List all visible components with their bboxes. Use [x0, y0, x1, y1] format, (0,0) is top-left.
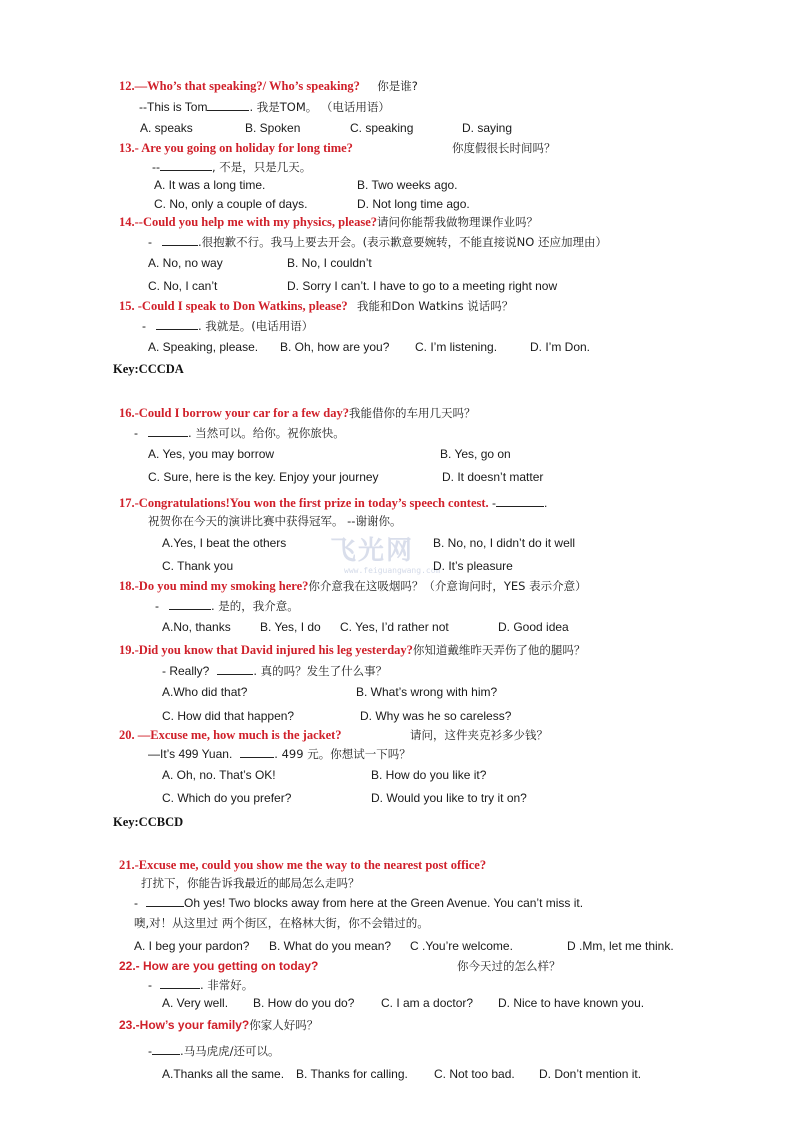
answer-blank [148, 425, 188, 437]
q16-option-b: B. Yes, go on [440, 447, 511, 461]
question-21-text: 21.-Excuse me, could you show me the way to the nearest post office? [119, 858, 487, 872]
question-14-text: 14.--Could you help me with my physics, please? [119, 215, 378, 229]
question-20-answer-suffix: . 499 元。你想试一下吗？ [274, 747, 411, 761]
answer-blank [496, 495, 544, 507]
q14-option-a: A. No, no way [148, 256, 223, 270]
question-14-answer-prefix: - [148, 235, 152, 249]
q21-option-a: A. I beg your pardon? [134, 939, 250, 953]
q18-option-b: B. Yes, I do [260, 620, 321, 634]
q15-option-d: D. I’m Don. [530, 340, 591, 354]
question-16-answer-prefix: - [134, 426, 138, 440]
question-19-answer-suffix: . 真的吗？发生了什么事？ [253, 664, 388, 678]
q14-option-c: C. No, I can’t [148, 279, 218, 293]
q19-option-b: B. What’s wrong with him? [356, 685, 498, 699]
question-18-answer-line [155, 598, 299, 614]
question-22-answer-prefix: - [148, 978, 152, 992]
question-14 [119, 215, 538, 230]
answer-key-1: Key:CCCDA [113, 362, 184, 376]
q17-option-a: A.Yes, I beat the others [162, 536, 287, 550]
question-17 [119, 495, 547, 511]
q13-option-d: D. Not long time ago. [357, 197, 470, 211]
question-12-text: 12.—Who’s that speaking?/ Who’s speaking? [119, 79, 360, 93]
question-12-answer-line [139, 99, 390, 115]
q22-option-d: D. Nice to have known you. [498, 996, 645, 1010]
question-13-text: 13.- Are you going on holiday for long time? [119, 141, 353, 155]
question-13 [119, 141, 353, 156]
question-15-answer-prefix: - [142, 319, 146, 333]
q23-option-b: B. Thanks for calling. [296, 1067, 408, 1081]
question-23-answer-line [148, 1043, 280, 1059]
question-15-answer-suffix: . 我就是。(电话用语） [198, 319, 314, 333]
q18-option-a: A.No, thanks [162, 620, 231, 634]
q17-option-d: D. It’s pleasure [433, 559, 513, 573]
answer-blank [152, 1043, 180, 1055]
q16-option-c: C. Sure, here is the key. Enjoy your journey [148, 470, 379, 484]
q23-option-c: C. Not too bad. [434, 1067, 515, 1081]
q21-option-c: C .You’re welcome. [410, 939, 513, 953]
question-16-answer-suffix: . 当然可以。给你。祝你旅快。 [188, 426, 345, 440]
q15-option-b: B. Oh, how are you? [280, 340, 390, 354]
question-21-answer-suffix: Oh yes! Two blocks away from here at the Green Avenue. You can’t miss it. [184, 896, 584, 910]
q21-option-d: D .Mm, let me think. [567, 939, 674, 953]
question-16-text: 16.-Could I borrow your car for a few day? [119, 406, 349, 420]
question-19-answer-line [162, 663, 387, 679]
q16-option-d: D. It doesn’t matter [442, 470, 544, 484]
q17-option-b: B. No, no, I didn’t do it well [433, 536, 576, 550]
q19-option-a: A.Who did that? [162, 685, 248, 699]
question-16 [119, 406, 475, 421]
question-22-text: 22.- How are you getting on today? [119, 959, 319, 973]
question-12-answer-suffix: . 我是TOM。 （电话用语） [249, 100, 390, 114]
question-20-text: 20. —Excuse me, how much is the jacket? [119, 728, 342, 742]
q15-option-a: A. Speaking, please. [148, 340, 259, 354]
q19-option-d: D. Why was he so careless? [360, 709, 512, 723]
q12-option-c: C. speaking [350, 121, 414, 135]
answer-blank [160, 159, 212, 171]
question-21-answer-translation: 噢,对！从这里过 两个街区，在格林大街，你不会错过的。 [134, 916, 429, 930]
q12-option-a: A. speaks [140, 121, 193, 135]
q17-option-c: C. Thank you [162, 559, 234, 573]
question-22-answer-line [148, 977, 253, 993]
question-13-translation: 你度假很长时间吗？ [452, 141, 556, 155]
q13-option-c: C. No, only a couple of days. [154, 197, 308, 211]
question-23-text: 23.-How’s your family? [119, 1018, 250, 1032]
q19-option-c: C. How did that happen? [162, 709, 295, 723]
question-16-answer-line [134, 425, 345, 441]
q18-option-c: C. Yes, I’d rather not [340, 620, 449, 634]
q16-option-a: A. Yes, you may borrow [148, 447, 275, 461]
question-17-answer-suffix: . [544, 496, 548, 510]
q22-option-c: C. I am a doctor? [381, 996, 474, 1010]
question-18-answer-prefix: - [155, 599, 159, 613]
q22-option-b: B. How do you do? [253, 996, 355, 1010]
question-17-text: 17.-Congratulations!You won the first prize in today’s speech contest. [119, 496, 489, 510]
q20-option-b: B. How do you like it? [371, 768, 487, 782]
question-13-answer-line [152, 159, 311, 175]
answer-blank [169, 598, 211, 610]
question-21-answer-prefix: - [134, 896, 138, 910]
question-15-answer-line [142, 318, 313, 334]
question-12-answer-prefix: --This is Tom [139, 100, 208, 114]
question-18-translation: 你介意我在这吸烟吗？（介意询问时，YES 表示介意） [308, 579, 587, 593]
q13-option-b: B. Two weeks ago. [357, 178, 458, 192]
q13-option-a: A. It was a long time. [154, 178, 266, 192]
q12-option-d: D. saying [462, 121, 513, 135]
question-12-translation: 你是谁? [377, 79, 418, 93]
question-19-answer-prefix: - Really? [162, 664, 210, 678]
q18-option-d: D. Good idea [498, 620, 569, 634]
question-18 [119, 579, 587, 594]
question-20-answer-prefix: —It’s 499 Yuan. [148, 747, 233, 761]
question-20-answer-line [148, 746, 411, 762]
question-23-answer-suffix: .马马虎虎/还可以。 [180, 1044, 280, 1058]
question-19 [119, 643, 585, 658]
question-19-text: 19.-Did you know that David injured his leg yesterday? [119, 643, 413, 657]
answer-blank [160, 977, 200, 989]
q23-option-a: A.Thanks all the same. [162, 1067, 285, 1081]
question-18-answer-suffix: . 是的，我介意。 [211, 599, 299, 613]
q22-option-a: A. Very well. [162, 996, 229, 1010]
question-15-translation: 我能和Don Watkins 说话吗？ [356, 299, 514, 313]
q14-option-d: D. Sorry I can’t. I have to go to a meeting right now [287, 279, 558, 293]
question-20 [119, 728, 342, 743]
question-16-translation: 我能借你的车用几天吗？ [348, 406, 476, 420]
question-22 [119, 959, 318, 974]
question-15 [119, 299, 513, 314]
question-15-text: 15. -Could I speak to Don Watkins, please? [119, 299, 348, 313]
q23-option-d: D. Don’t mention it. [539, 1067, 642, 1081]
watermark-url: www.feiguangwang.com [344, 566, 441, 575]
question-23 [119, 1018, 318, 1033]
question-22-answer-suffix: . 非常好。 [200, 978, 254, 992]
question-22-translation: 你今天过的怎么样？ [457, 959, 561, 973]
q20-option-a: A. Oh, no. That’s OK! [162, 768, 276, 782]
answer-blank [207, 99, 249, 111]
q15-option-c: C. I’m listening. [415, 340, 498, 354]
question-12 [119, 79, 418, 94]
question-21-translation: 打扰下，你能告诉我最近的邮局怎么走吗？ [141, 876, 360, 890]
q20-option-c: C. Which do you prefer? [162, 791, 292, 805]
answer-key-2: Key:CCBCD [113, 815, 184, 829]
watermark-logo: 飞光网 [330, 536, 415, 566]
question-20-translation: 请问，这件夹克衫多少钱？ [410, 728, 548, 742]
question-13-answer-prefix: -- [152, 160, 160, 174]
question-13-answer-suffix: , 不是，只是几天。 [212, 160, 312, 174]
question-21 [119, 858, 486, 873]
answer-blank [240, 746, 274, 758]
question-18-text: 18.-Do you mind my smoking here? [119, 579, 309, 593]
answer-blank [156, 318, 198, 330]
q21-option-b: B. What do you mean? [269, 939, 392, 953]
question-19-translation: 你知道戴维昨天弄伤了他的腿吗？ [412, 643, 586, 657]
question-14-translation: 请问你能帮我做物理课作业吗？ [377, 215, 539, 229]
question-14-answer-line [148, 234, 607, 250]
answer-blank [146, 895, 184, 907]
question-14-answer-suffix: .很抱歉不行。我马上要去开会。(表示歉意要婉转，不能直接说NO 还应加理由） [198, 235, 607, 249]
question-17-translation: 祝贺你在今天的演讲比赛中获得冠军。 --谢谢你。 [148, 514, 402, 528]
question-21-answer-line [134, 895, 583, 911]
question-23-answer-prefix: - [148, 1044, 152, 1058]
q12-option-b: B. Spoken [245, 121, 301, 135]
answer-blank [162, 234, 198, 246]
q20-option-d: D. Would you like to try it on? [371, 791, 527, 805]
q14-option-b: B. No, I couldn’t [287, 256, 372, 270]
answer-blank [217, 663, 253, 675]
question-23-translation: 你家人好吗？ [249, 1018, 319, 1032]
question-17-answer-prefix: - [492, 496, 497, 510]
